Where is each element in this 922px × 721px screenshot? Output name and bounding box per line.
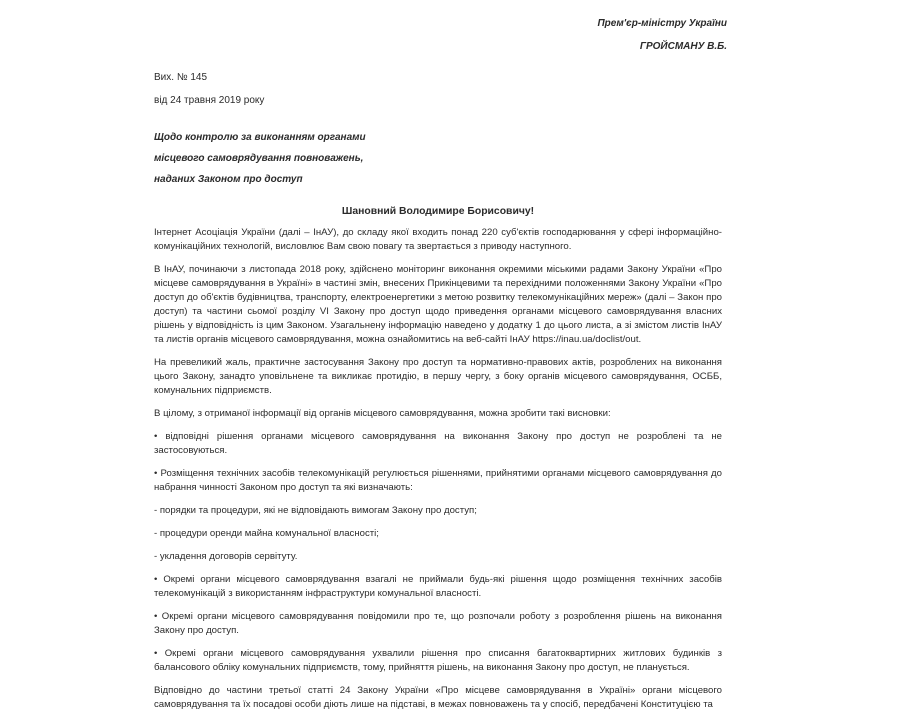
bullet-item-1: • відповідні рішення органами місцевого самоврядування на виконання Закону про доступ не розроблені та не застосовуються. — [154, 431, 722, 456]
subject-line-1: Щодо контролю за виконанням органами — [154, 132, 366, 143]
paragraph-legal-basis: Відповідно до частини третьої статті 24 Закону України «Про місцеве самоврядування в Україні» органи місцевого самоврядування та їх посадові особи діють лише на підставі, в межах повноважень та у спосіб, передбачені Конституцією та — [154, 685, 722, 710]
subject-line-2: місцевого самоврядування повноважень, — [154, 153, 364, 164]
bullet-item-4: • Окремі органи місцевого самоврядування повідомили про те, що розпочали роботу з розроблення рішень на виконання Закону про доступ. — [154, 611, 722, 636]
paragraph-monitoring — [154, 263, 722, 347]
outgoing-number: Вих. № 145 — [154, 72, 208, 83]
paragraph-intro: Інтернет Асоціація України (далі – ІнАУ), до складу якої входить понад 220 суб'єктів господарювання у сфері інформаційно-комунікаційних технологій, висловлює Вам свою повагу та звертається з приводу наступного. — [154, 227, 722, 252]
inau-doclist-link[interactable]: https://inau.ua/doclist/out — [532, 334, 639, 345]
paragraph-problem: На превеликий жаль, практичне застосування Закону про доступ та нормативно-правових актів, розроблених на виконання цього Закону, занадто уповільнене та викликає протидію, в першу чергу, з боку органів місцевого самоврядування, ОСББ, комунальних підприємств. — [154, 357, 722, 396]
recipient-block — [597, 12, 727, 58]
recipient-title: Прем'єр-міністру України — [597, 18, 727, 29]
letter-body — [154, 226, 722, 721]
bullet-item-2: • Розміщення технічних засобів телекомунікацій регулюється рішеннями, прийнятими органами місцевого самоврядування до набрання чинності Законом про доступ та які визначають: — [154, 468, 722, 493]
paragraph-monitoring-end: . — [638, 334, 642, 345]
dash-item-3: - укладення договорів сервітуту. — [154, 551, 298, 562]
paragraph-monitoring-text: В ІнАУ, починаючи з листопада 2018 року, здійснено моніторинг виконання окремими міськими радами Закону України «Про місцеве самоврядування в Україні» в частині змін, внесених Прикінцевими та перехідними положеннями Закону України «Про доступ до об'єктів будівництва, транспорту, електроенергетики з метою розвитку телекомунікаційних мереж» (далі – Закон про доступ) та частини сьомої розділу VI Закону про доступ щодо приведення органами місцевого самоврядування власних рішень у відповідність із цим Законом. Узагальнену інформацію наведено у додатку 1 до цього листа, а зі змістом листів ІнАУ та листів органів місцевого самоврядування, можна ознайомитись на веб-сайті ІнАУ — [154, 264, 722, 345]
dash-item-2: - процедури оренди майна комунальної власності; — [154, 528, 379, 539]
subject-block — [154, 127, 366, 190]
subject-line-3: наданих Законом про доступ — [154, 174, 303, 185]
outgoing-block — [154, 66, 264, 112]
bullet-item-5: • Окремі органи місцевого самоврядування ухвалили рішення про списання багатоквартирних житлових будинків з балансового обліку комунальних підприємств, тому, прийняття рішень, на виконання Закону про доступ, не планується. — [154, 648, 722, 673]
greeting: Шановний Володимире Борисовичу! — [341, 206, 535, 217]
bullet-item-3: • Окремі органи місцевого самоврядування взагалі не приймали будь-які рішення щодо розміщення технічних засобів телекомунікацій з використанням інфраструктури комунальної власності. — [154, 574, 722, 599]
outgoing-date: від 24 травня 2019 року — [154, 95, 265, 106]
recipient-name: ГРОЙСМАНУ В.Б. — [639, 41, 727, 52]
dash-item-1: - порядки та процедури, які не відповідають вимогам Закону про доступ; — [154, 505, 477, 516]
paragraph-conclusions: В цілому, з отриманої інформації від органів місцевого самоврядування, можна зробити такі висновки: — [154, 408, 611, 419]
